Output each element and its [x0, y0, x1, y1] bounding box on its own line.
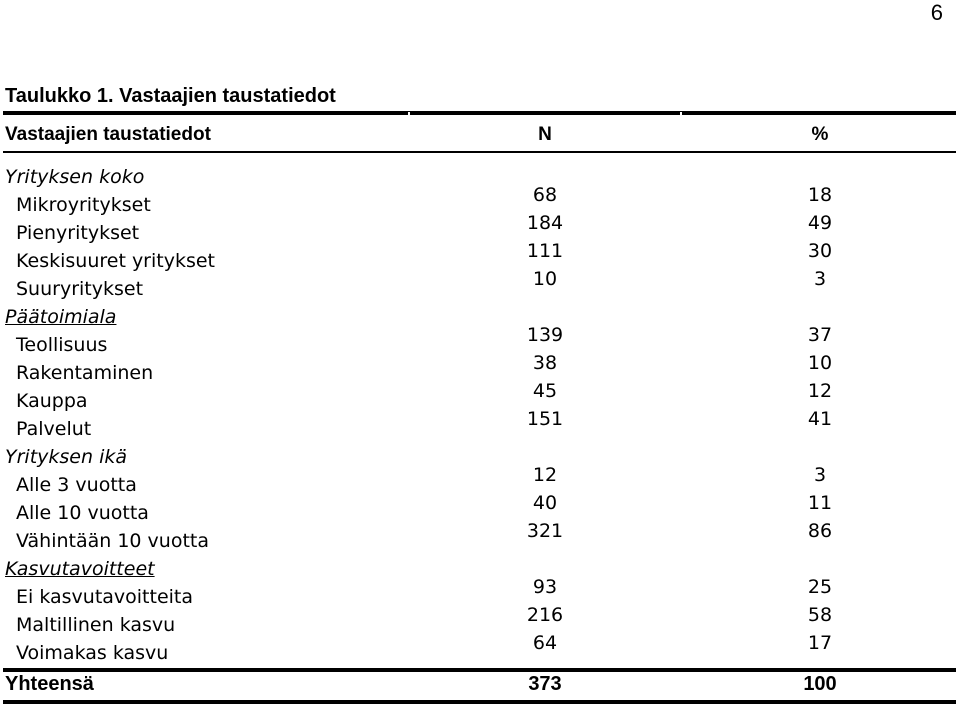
row-n-value: 10 — [532, 268, 558, 290]
row-percent-value: 3 — [813, 464, 827, 486]
row-n-value: 151 — [526, 408, 564, 430]
row-n-value: 184 — [526, 212, 564, 234]
row-label: Alle 10 vuotta — [16, 502, 149, 524]
total-n: 373 — [528, 673, 562, 695]
row-label: Mikroyritykset — [16, 194, 151, 216]
row-label: Maltillinen kasvu — [16, 614, 176, 636]
row-n-value: 64 — [532, 632, 558, 654]
row-percent-value: 12 — [807, 380, 833, 402]
row-percent-value: 41 — [807, 408, 833, 430]
row-label: Rakentaminen — [16, 362, 154, 384]
row-percent-value: 58 — [807, 604, 833, 626]
header-n: N — [538, 124, 552, 145]
row-label: Vähintään 10 vuotta — [16, 530, 210, 552]
row-label: Voimakas kasvu — [16, 642, 169, 664]
row-n-value: 139 — [526, 324, 564, 346]
row-n-value: 12 — [532, 464, 558, 486]
group-heading-label: Kasvutavoitteet — [5, 558, 155, 580]
row-percent-value: 18 — [807, 184, 833, 206]
row-percent-value: 86 — [807, 520, 833, 542]
table-row — [0, 408, 960, 446]
row-n-value: 40 — [532, 492, 558, 514]
table-row — [0, 520, 960, 558]
row-label: Suuryritykset — [16, 278, 144, 300]
row-percent-value: 30 — [807, 240, 833, 262]
page-number: 6 — [930, 0, 943, 25]
row-percent-value: 11 — [807, 492, 833, 514]
group-heading-label: Yrityksen koko — [5, 166, 145, 188]
row-n-value: 93 — [532, 576, 558, 598]
table-top-rule — [3, 111, 956, 115]
total-percent: 100 — [803, 673, 837, 695]
row-n-value: 68 — [532, 184, 558, 206]
row-label: Keskisuuret yritykset — [16, 250, 216, 272]
header-percent: % — [811, 124, 829, 145]
row-percent-value: 37 — [807, 324, 833, 346]
header-label: Vastaajien taustatiedot — [5, 124, 211, 145]
group-heading-label: Yrityksen ikä — [5, 446, 127, 468]
total-label: Yhteensä — [5, 673, 94, 695]
total-top-rule — [3, 668, 956, 672]
table-caption: Taulukko 1. Vastaajien taustatiedot — [5, 85, 336, 107]
row-percent-value: 49 — [807, 212, 833, 234]
row-n-value: 216 — [526, 604, 564, 626]
group-heading-label: Päätoimiala — [5, 306, 117, 328]
row-percent-value: 10 — [807, 352, 833, 374]
row-percent-value: 3 — [813, 268, 827, 290]
row-label: Ei kasvutavoitteita — [16, 586, 194, 608]
row-percent-value: 17 — [807, 632, 833, 654]
row-n-value: 111 — [526, 240, 564, 262]
row-n-value: 45 — [532, 380, 558, 402]
table-header-row — [0, 124, 960, 150]
row-n-value: 38 — [532, 352, 558, 374]
header-bottom-rule — [3, 151, 956, 153]
table-bottom-rule — [3, 700, 956, 704]
row-label: Kauppa — [16, 390, 88, 412]
table-row — [0, 632, 960, 670]
row-n-value: 321 — [526, 520, 564, 542]
row-label: Palvelut — [16, 418, 92, 440]
table-row — [0, 268, 960, 306]
row-label: Alle 3 vuotta — [16, 474, 137, 496]
row-label: Pienyritykset — [16, 222, 140, 244]
row-label: Teollisuus — [16, 334, 108, 356]
row-percent-value: 25 — [807, 576, 833, 598]
